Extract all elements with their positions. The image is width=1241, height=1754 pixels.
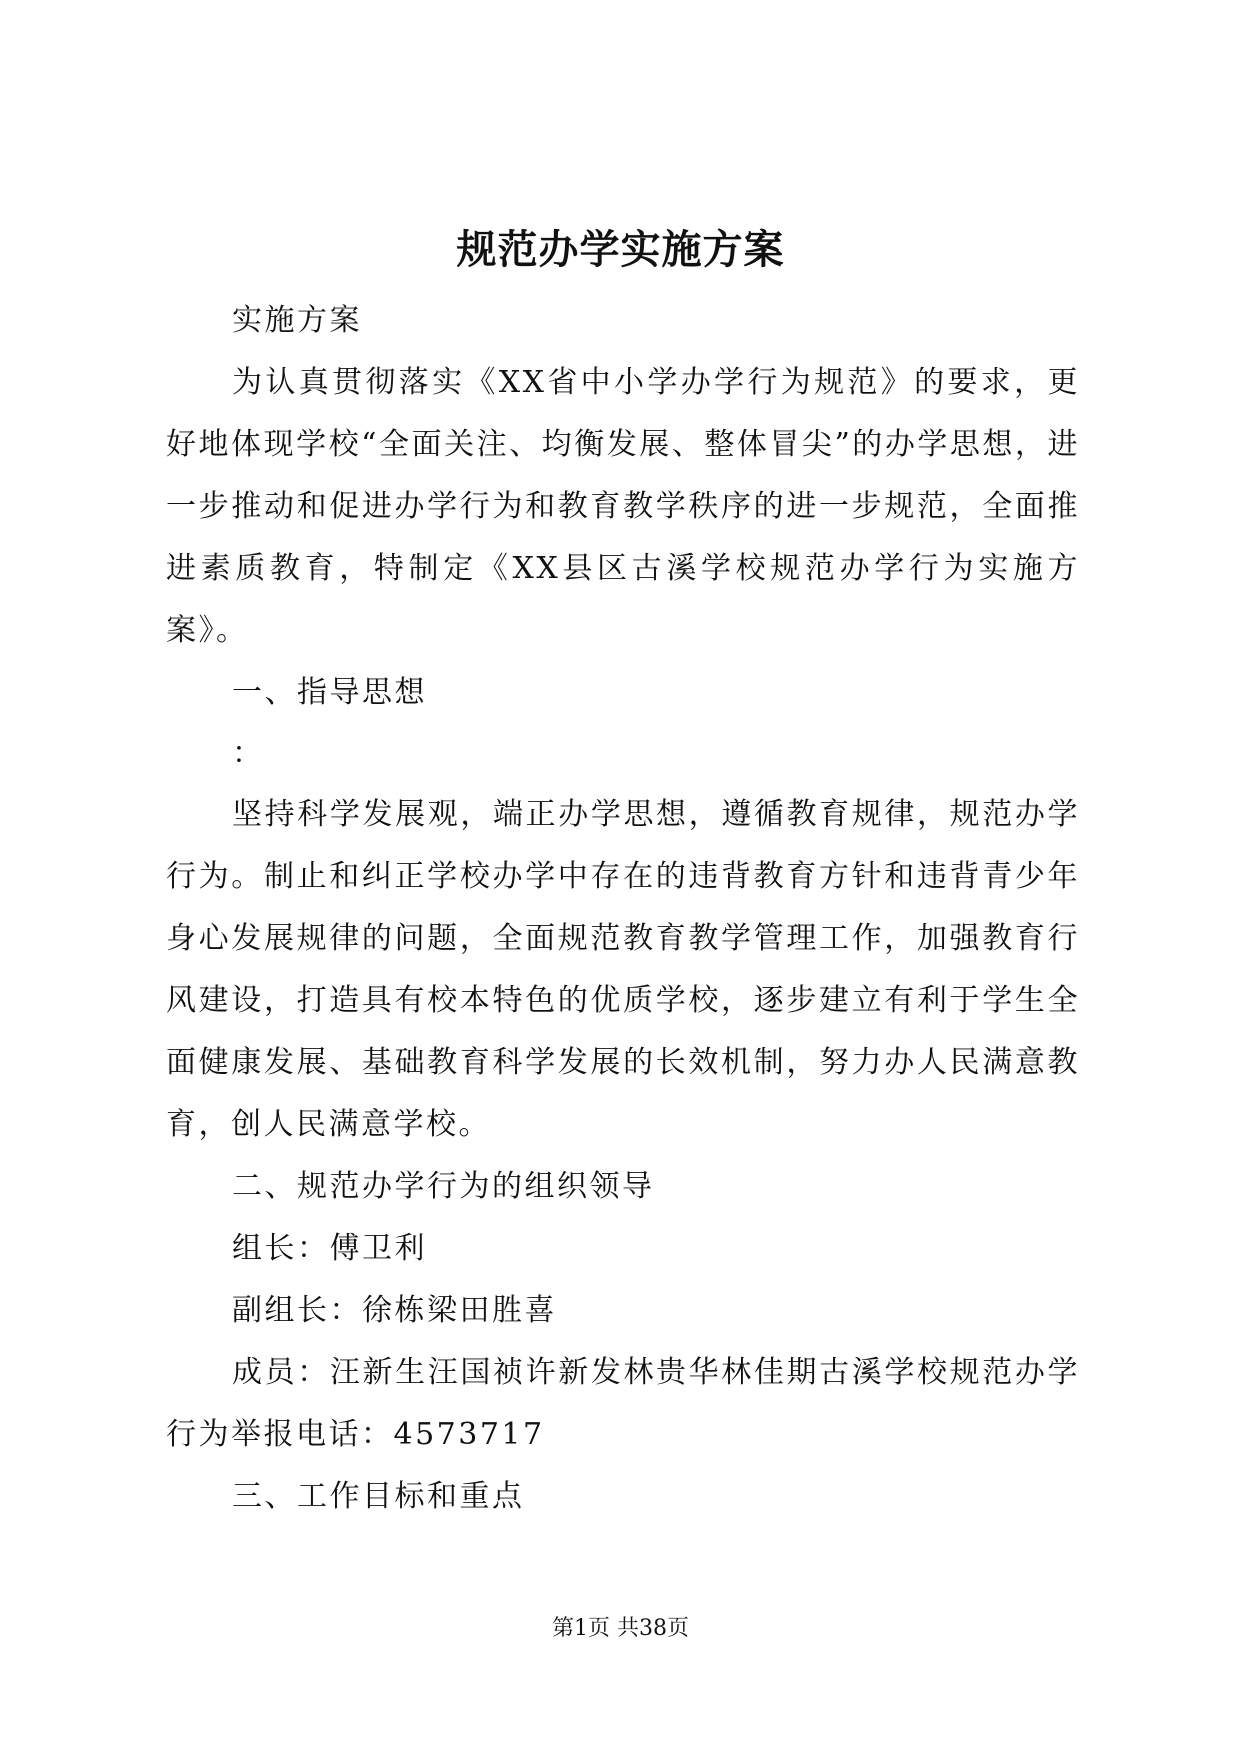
paragraph-guiding-ideology: 坚持科学发展观，端正办学思想，遵循教育规律，规范办学行为。制止和纠正学校办学中存在的违背教育方针和违背青少年身心发展规律的问题，全面规范教育教学管理工作，加强教育行风建设，打造具有校本特色的优质学校，逐步建立有利于学生全面健康发展、基础教育科学发展的长效机制，努力办人民满意教育，创人民满意学校。 <box>166 797 1080 1142</box>
section-heading-goals: 三、工作目标和重点 <box>232 1479 525 1514</box>
paragraph-intro: 为认真贯彻落实《XX省中小学办学行为规范》的要求，更好地体现学校“全面关注、均衡发展、整体冒尖”的办学思想，进一步推动和促进办学行为和教育教学秩序的进一步规范，全面推进素质教育，特制定《XX县区古溪学校规范办学行为实施方案》。 <box>166 365 1080 648</box>
paragraph-deputy-leaders: 副组长：徐栋梁田胜喜 <box>232 1293 557 1328</box>
paragraph-colon: ： <box>232 736 265 771</box>
paragraph-members-hotline: 成员：汪新生汪国祯许新发林贵华林佳期古溪学校规范办学行为举报电话：4573717 <box>166 1355 1080 1452</box>
paragraph-team-leader: 组长：傅卫利 <box>232 1231 427 1266</box>
section-heading-organization: 二、规范办学行为的组织领导 <box>232 1169 655 1204</box>
page-footer: 第1页 共38页 <box>552 1616 689 1641</box>
document-body <box>166 290 1080 1528</box>
document-title: 规范办学实施方案 <box>456 227 785 273</box>
paragraph-heading-plan: 实施方案 <box>232 303 362 338</box>
section-heading-guiding-ideology: 一、指导思想 <box>232 675 427 710</box>
